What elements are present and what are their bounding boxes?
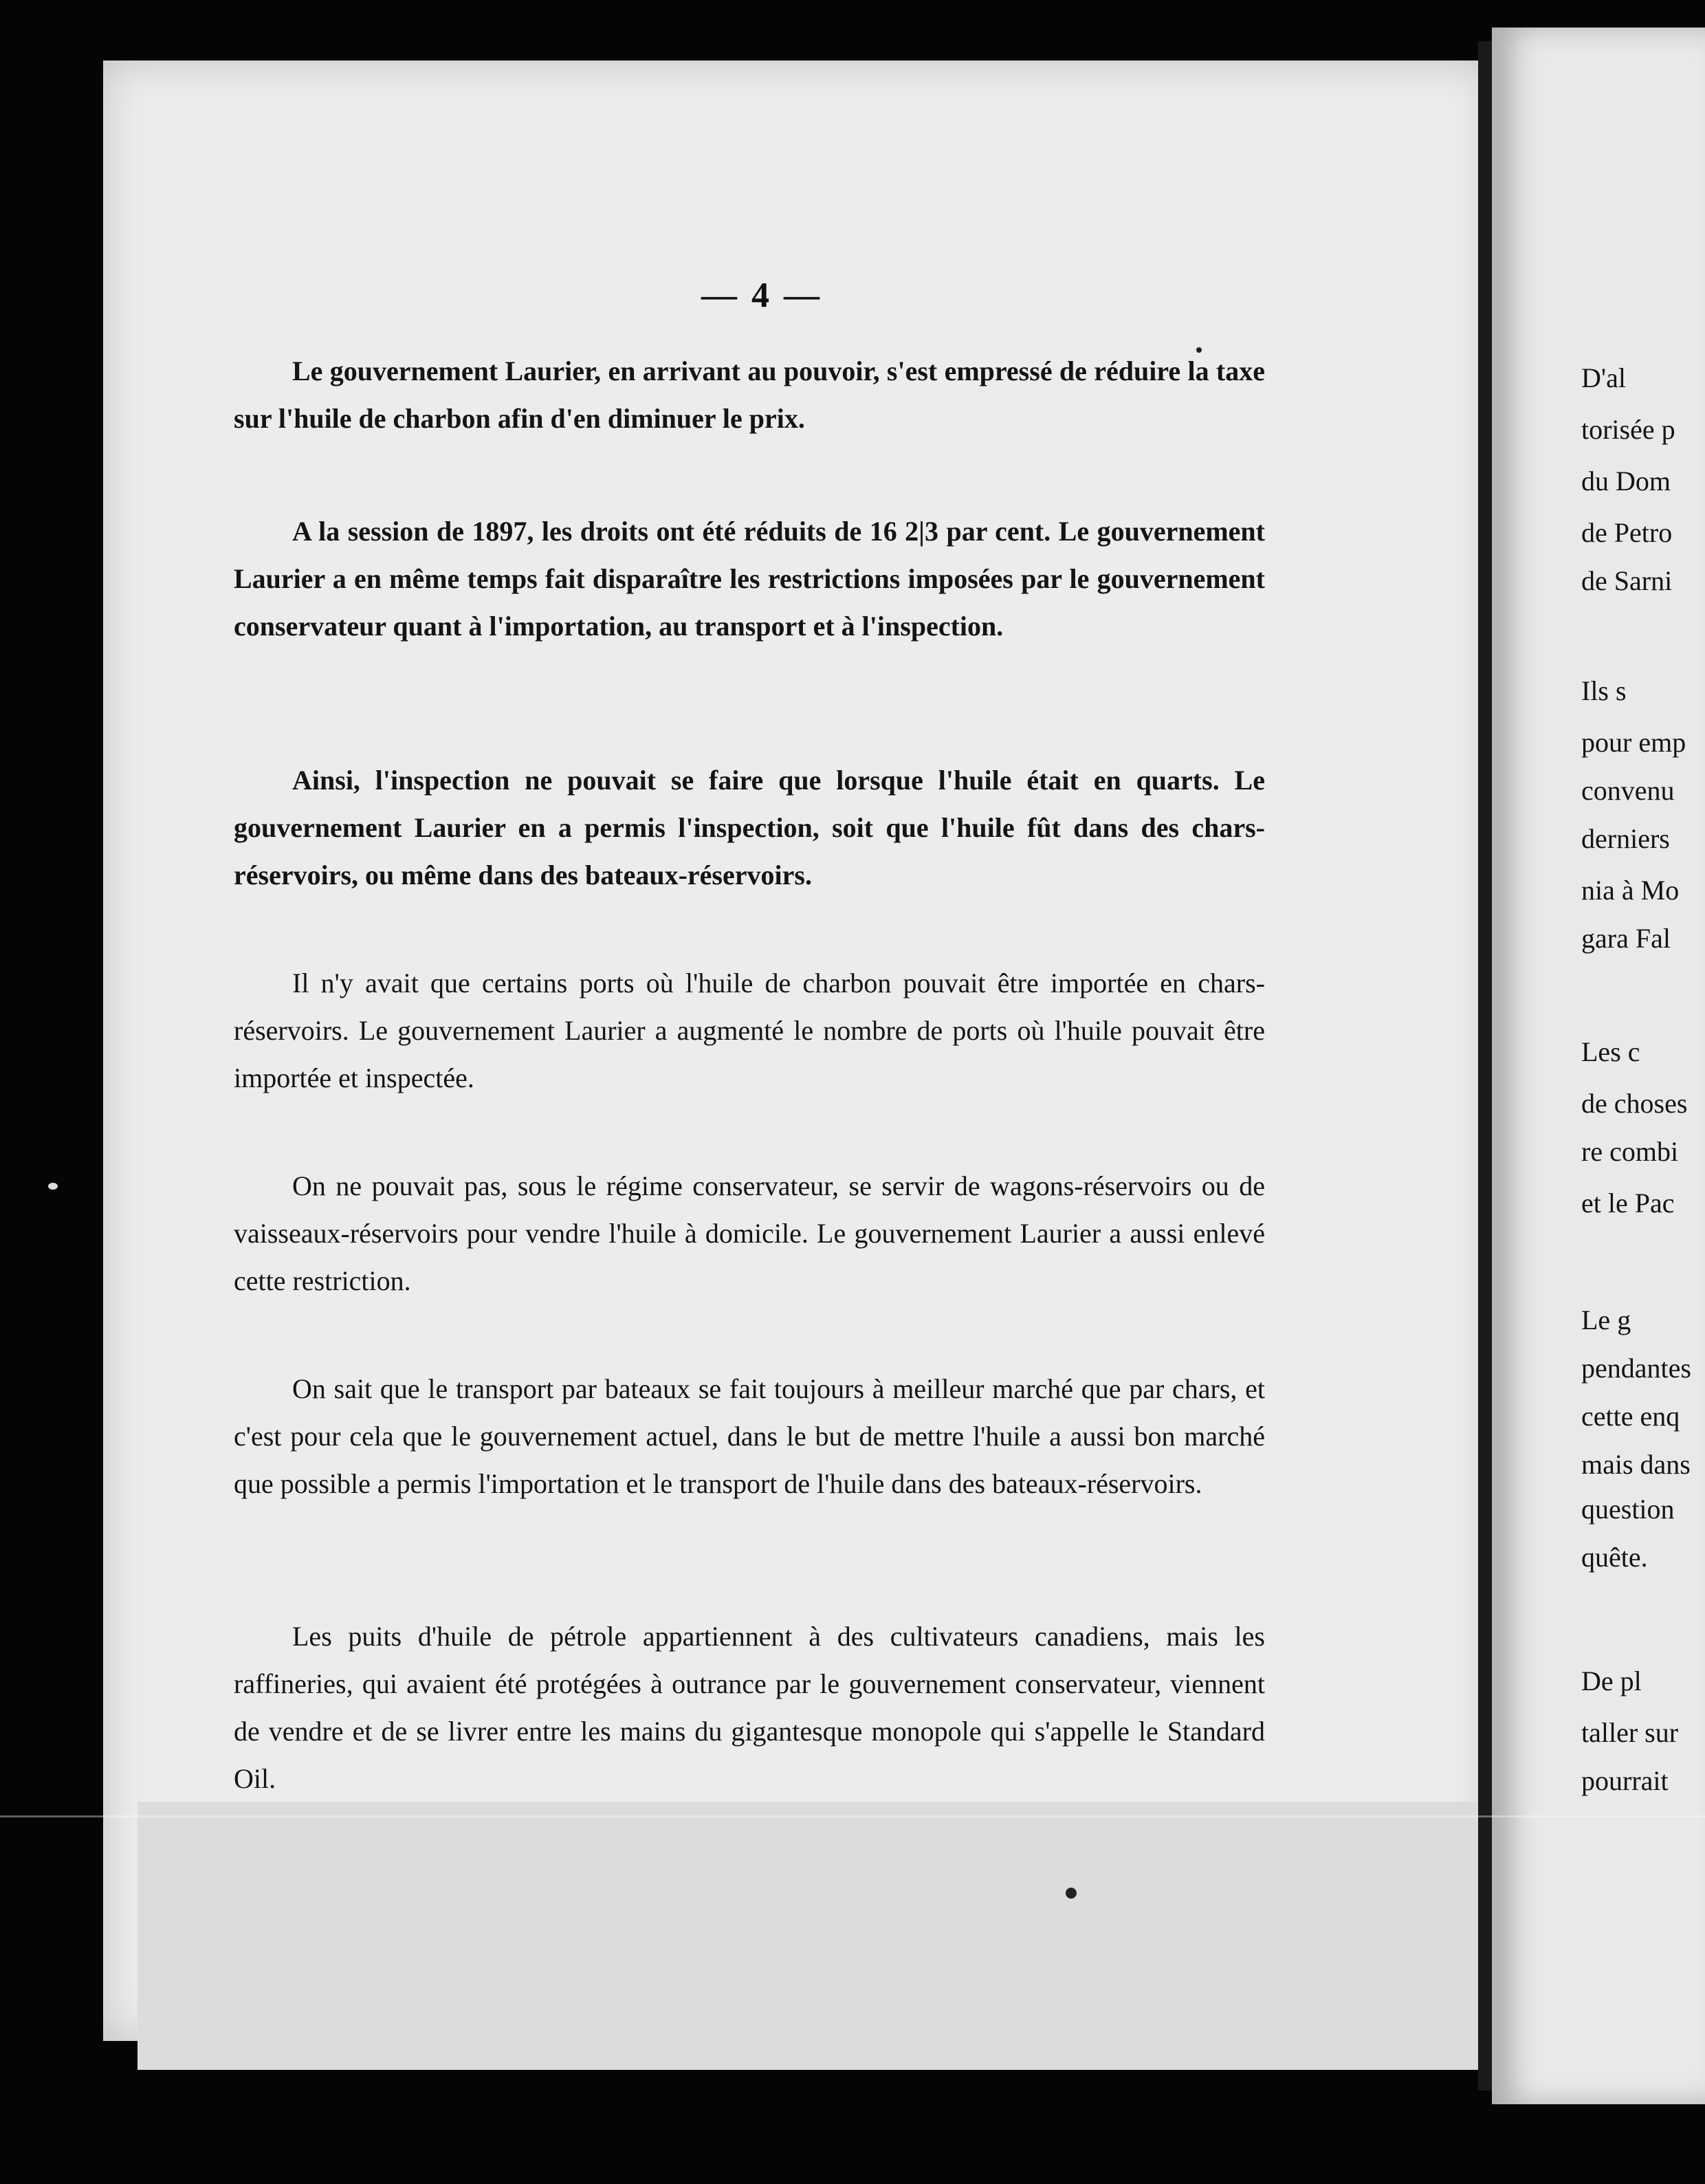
right-line: de Petro xyxy=(1581,517,1673,548)
paragraph-3: Ainsi, l'inspection ne pouvait se faire que lorsque l'huile était en quarts. Le gouvernement Laurier en a permis l'inspection, soit que l'huile fût dans des chars-réservoirs, ou même dans des bateaux-réservoirs. xyxy=(234,765,1265,891)
page-number: — 4 — xyxy=(701,276,822,315)
right-line: taller sur xyxy=(1581,1717,1679,1748)
ink-speck xyxy=(1066,1888,1077,1899)
scan-artifact-line xyxy=(0,1815,1705,1817)
right-line: pendantes xyxy=(1581,1353,1691,1384)
right-line: Ils s xyxy=(1581,675,1627,706)
right-line: Le g xyxy=(1581,1304,1631,1335)
right-line: D'al xyxy=(1581,362,1626,393)
paragraph-6: On sait que le transport par bateaux se fait toujours à meilleur marché que par chars, et c'est pour cela que le gouvernement actuel, dans le but de mettre l'huile a aussi bon marché que possible a permis l'importation et le transport de l'huile dans des bateaux-réservoirs. xyxy=(234,1373,1265,1499)
paragraph-7: Les puits d'huile de pétrole appartiennent à des cultivateurs canadiens, mais les raffineries, qui avaient été protégées à outrance par le gouvernement conservateur, viennent de vendre et de se livrer entre les mains du gigantesque monopole qui s'appelle le Standard Oil. xyxy=(234,1621,1265,1794)
ink-speck xyxy=(48,1183,58,1190)
right-line: pour emp xyxy=(1581,727,1686,758)
right-line: pourrait xyxy=(1581,1765,1669,1796)
paragraph-2: A la session de 1897, les droits ont été réduits de 16 2|3 par cent. Le gouvernement Laurier a en même temps fait disparaître les restrictions imposées par le gouvernement conservateur quant à l'importation, au transport et à l'inspection. xyxy=(234,516,1265,642)
page-fold xyxy=(1478,41,1492,2090)
paragraph-5: On ne pouvait pas, sous le régime conservateur, se servir de wagons-réservoirs ou de vaisseaux-réservoirs pour vendre l'huile à domicile. Le gouvernement Laurier a aussi enlevé cette restriction. xyxy=(234,1170,1265,1296)
right-line: Les c xyxy=(1581,1036,1640,1067)
right-line: re combi xyxy=(1581,1136,1679,1167)
right-line: et le Pac xyxy=(1581,1188,1675,1219)
right-line: cette enq xyxy=(1581,1401,1680,1432)
right-line: gara Fal xyxy=(1581,923,1671,954)
right-line: quête. xyxy=(1581,1542,1648,1573)
right-line: De pl xyxy=(1581,1666,1642,1696)
paragraph-1: Le gouvernement Laurier, en arrivant au pouvoir, s'est empressé de réduire la taxe sur l'huile de charbon afin d'en diminuer le prix. xyxy=(234,356,1265,434)
right-line: convenu xyxy=(1581,775,1675,806)
right-line: torisée p xyxy=(1581,414,1675,445)
ink-speck xyxy=(1196,347,1202,353)
right-line: du Dom xyxy=(1581,466,1671,496)
right-line: question xyxy=(1581,1494,1675,1525)
left-page-lower-margin xyxy=(138,1802,1492,2070)
paragraph-4: Il n'y avait que certains ports où l'huile de charbon pouvait être importée en chars-réservoirs. Le gouvernement Laurier a augmenté le nombre de ports où l'huile pouvait être importée et inspectée. xyxy=(234,968,1265,1093)
right-line: de choses xyxy=(1581,1088,1688,1119)
right-line: mais dans xyxy=(1581,1449,1691,1480)
right-line: derniers xyxy=(1581,823,1670,854)
right-line: de Sarni xyxy=(1581,565,1673,596)
right-line: nia à Mo xyxy=(1581,875,1680,906)
